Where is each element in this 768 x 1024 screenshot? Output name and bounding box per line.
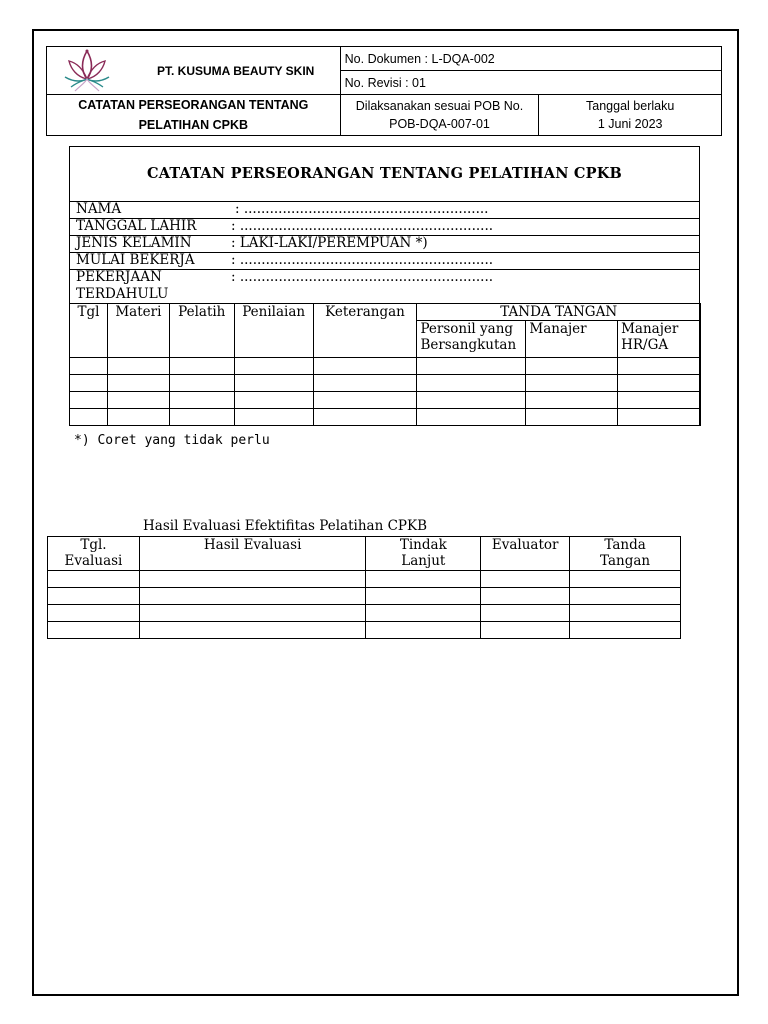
table-row bbox=[70, 358, 701, 375]
form-title: CATATAN PERSEORANGAN TENTANG PELATIHAN CPKB bbox=[146, 165, 622, 182]
training-table bbox=[69, 303, 701, 426]
field-label-nama: NAMA bbox=[76, 201, 122, 217]
company-name: PT. KUSUMA BEAUTY SKIN bbox=[157, 63, 315, 78]
eval-col-evaluator: Evaluator bbox=[481, 537, 570, 571]
company-cell bbox=[47, 47, 341, 95]
field-row-mulai-bekerja bbox=[70, 252, 699, 269]
eval-col-tindak-line2: Lanjut bbox=[401, 553, 446, 569]
col-materi: Materi bbox=[107, 304, 169, 358]
eval-col-tindak-line1: Tindak bbox=[399, 537, 447, 553]
col-personil-line2: Bersangkutan bbox=[420, 337, 517, 353]
field-label-pekerjaan: PEKERJAAN bbox=[76, 269, 162, 285]
footnote: *) Coret yang tidak perlu bbox=[74, 433, 270, 448]
field-value-nama[interactable]: : ......................................................... bbox=[235, 201, 489, 217]
lotus-logo-icon bbox=[61, 47, 113, 95]
pob-reference-cell bbox=[340, 95, 539, 136]
eval-col-tgl-line2: Evaluasi bbox=[64, 553, 123, 569]
training-record-form bbox=[69, 146, 700, 426]
col-personil-line1: Personil yang bbox=[420, 321, 514, 337]
table-row bbox=[70, 392, 701, 409]
pob-reference-line1: Dilaksanakan sesuai POB No. bbox=[355, 99, 524, 113]
field-row-pekerjaan-terdahulu bbox=[70, 269, 699, 303]
col-manajer-hr-line2: HR/GA bbox=[621, 337, 669, 353]
field-row-jenis-kelamin bbox=[70, 235, 699, 252]
eval-col-tgl-line1: Tgl. bbox=[80, 537, 107, 553]
document-title-line1: CATATAN PERSEORANGAN TENTANG bbox=[78, 98, 309, 112]
eval-col-tanda-line2: Tangan bbox=[600, 553, 651, 569]
table-row bbox=[48, 588, 681, 605]
eval-col-tanda-line1: Tanda bbox=[604, 537, 646, 553]
document-header bbox=[46, 46, 722, 136]
col-penilaian: Penilaian bbox=[234, 304, 313, 358]
pob-reference-line2: POB-DQA-007-01 bbox=[389, 117, 490, 131]
col-keterangan: Keterangan bbox=[313, 304, 417, 358]
col-manajer: Manajer bbox=[526, 321, 618, 358]
field-label-tanggal-lahir: TANGGAL LAHIR bbox=[76, 218, 197, 234]
field-label-mulai-bekerja: MULAI BEKERJA bbox=[76, 252, 195, 268]
document-title-cell bbox=[47, 95, 341, 136]
effective-date-cell bbox=[539, 95, 722, 136]
evaluation-table bbox=[47, 536, 681, 639]
revision-number: No. Revisi : 01 bbox=[340, 71, 721, 95]
field-value-jenis-kelamin[interactable]: : LAKI-LAKI/PEREMPUAN *) bbox=[231, 235, 428, 251]
eval-col-tindak bbox=[366, 537, 481, 571]
field-label-terdahulu: TERDAHULU bbox=[76, 286, 169, 302]
eval-col-hasil: Hasil Evaluasi bbox=[139, 537, 366, 571]
col-manajer-hr-line1: Manajer bbox=[621, 321, 679, 337]
col-pelatih: Pelatih bbox=[169, 304, 234, 358]
field-value-mulai-bekerja[interactable]: : ........................................................... bbox=[231, 252, 494, 268]
eval-col-tgl bbox=[48, 537, 140, 571]
table-row bbox=[48, 622, 681, 639]
table-row bbox=[48, 571, 681, 588]
field-value-tanggal-lahir[interactable]: : ........................................................... bbox=[231, 218, 494, 234]
field-row-tanggal-lahir bbox=[70, 218, 699, 235]
document-number: No. Dokumen : L-DQA-002 bbox=[340, 47, 721, 71]
col-manajer-hr bbox=[618, 321, 701, 358]
col-tanda-tangan: TANDA TANGAN bbox=[417, 304, 701, 321]
table-row bbox=[70, 409, 701, 426]
table-row bbox=[48, 605, 681, 622]
evaluation-title: Hasil Evaluasi Efektifitas Pelatihan CPKB bbox=[143, 518, 427, 534]
field-value-pekerjaan[interactable]: : ........................................................... bbox=[231, 269, 494, 285]
eval-col-tanda bbox=[570, 537, 681, 571]
field-row-nama bbox=[70, 201, 699, 218]
col-personil bbox=[417, 321, 526, 358]
field-label-jenis-kelamin: JENIS KELAMIN bbox=[76, 235, 192, 251]
effective-date: 1 Juni 2023 bbox=[597, 117, 663, 131]
effective-date-label: Tanggal berlaku bbox=[586, 99, 675, 113]
col-tgl: Tgl bbox=[70, 304, 108, 358]
document-title-line2: PELATIHAN CPKB bbox=[138, 118, 249, 132]
table-row bbox=[70, 375, 701, 392]
